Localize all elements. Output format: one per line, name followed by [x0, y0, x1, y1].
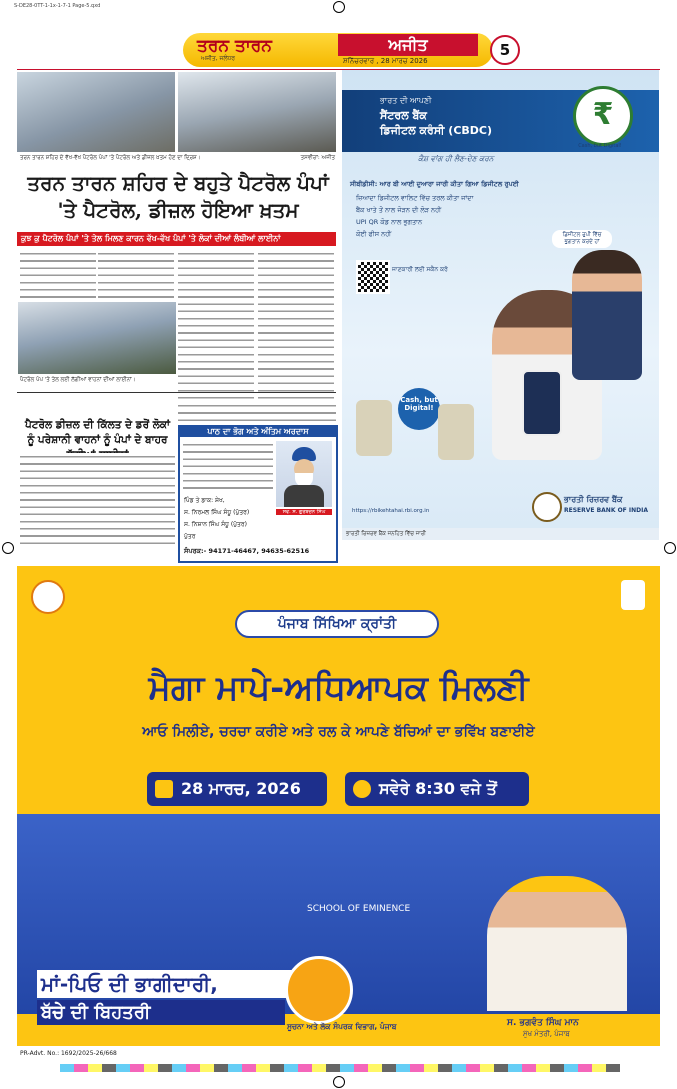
calendar-icon — [155, 780, 173, 798]
guard-figure — [572, 250, 642, 380]
cbdc-bullet: UPI QR ਕੋਡ ਨਾਲ ਭੁਗਤਾਨ — [356, 218, 423, 226]
event-subtitle: ਆਓ ਮਿਲੀਏ, ਚਰਚਾ ਕਰੀਏ ਅਤੇ ਰਲ ਕੇ ਆਪਣੇ ਬੱਚਿਆਂ ਦਾ ਭਵਿੱਖ ਬਣਾਈਏ — [142, 724, 535, 740]
rupee-logo-caption: Cash, but Digital! — [578, 143, 622, 149]
lead-photo-left — [17, 72, 175, 152]
brand-logo: ਅਜੀਤ — [338, 34, 478, 56]
slogan-line-2: ਬੱਚੇ ਦੀ ਬਿਹਤਰੀ — [37, 1000, 285, 1025]
school-sign: SCHOOL OF EMINENCE — [307, 904, 411, 914]
clock-icon — [353, 780, 371, 798]
photo-credit: ਤਸਵੀਰਾਂ: ਅਜੀਤ — [300, 155, 335, 161]
obituary-text — [183, 441, 273, 491]
qr-code — [356, 260, 390, 294]
event-date: 28 ਮਾਰਚ, 2026 — [181, 779, 301, 798]
sikhya-kranti-logo-icon — [31, 580, 65, 614]
cbdc-title-1: ਸੈਂਟਰਲ ਬੈਂਕ — [380, 109, 427, 122]
cbdc-bullet: ਕੋਈ ਫੀਸ ਨਹੀਂ — [356, 230, 392, 238]
rbi-name-pa: ਭਾਰਤੀ ਰਿਜ਼ਰਵ ਬੈਂਕ — [564, 495, 623, 504]
story2-body — [20, 453, 175, 549]
rbi-seal-icon — [532, 492, 562, 522]
issue-date: ਸ਼ਨਿੱਚਰਵਾਰ , 28 ਮਾਰਚ 2026 — [343, 57, 428, 65]
cbdc-tagline: ਕੈਸ਼ ਵਾਂਗ ਹੀ ਲੈਣ-ਦੇਣ ਕਰਨ — [418, 154, 494, 163]
lead-photo-right — [178, 72, 336, 152]
lead-subhead: ਕੁਝ ਕੁ ਪੈਟਰੋਲ ਪੰਪਾਂ 'ਤੇ ਤੇਲ ਮਿਲਣ ਕਾਰਨ ਵੱਖ-ਵੱਖ ਪੰਪਾਂ 'ਤੇ ਲੋਕਾਂ ਦੀਆਂ ਲੰਬੀਆਂ ਲਾਈਨਾਂ — [17, 232, 336, 246]
registration-mark — [333, 1, 345, 13]
lead-body-column — [178, 250, 254, 400]
rupee-logo-icon: ₹ — [573, 86, 633, 146]
lead-headline: ਤਰਨ ਤਾਰਨ ਸ਼ਹਿਰ ਦੇ ਬਹੁਤੇ ਪੈਟਰੋਲ ਪੰਪਾਂ 'ਤੇ ਪੈਟਰੋਲ, ਡੀਜ਼ਲ ਹੋਇਆ ਖ਼ਤਮ — [27, 171, 329, 222]
obituary-portrait — [276, 441, 332, 507]
cm-photo — [487, 876, 627, 1011]
punjab-govt-emblem-icon — [621, 580, 645, 610]
cbdc-title-2: ਡਿਜੀਟਲ ਕਰੰਸੀ (CBDC) — [380, 124, 493, 137]
cbdc-bullet: ਜ਼ਿਆਦਾ ਡਿਜੀਟਲ ਵਾਲਿਟ ਵਿੱਚ ਤਰਲ ਕੀਤਾ ਜਾਂਦਾ — [356, 194, 474, 202]
dept-credit: ਸੂਚਨਾ ਅਤੇ ਲੋਕ ਸੰਪਰਕ ਵਿਭਾਗ, ਪੰਜਾਬ — [287, 1022, 397, 1031]
rbi-url[interactable]: https://rbikehtahai.rbi.org.in — [352, 508, 430, 514]
education-ad — [17, 566, 660, 1046]
ad-number: PR-Advt. No.: 1692/2025-26/668 — [20, 1050, 117, 1057]
event-title: ਮੈਗਾ ਮਾਪੇ-ਅਧਿਆਪਕ ਮਿਲਣੀ — [148, 668, 529, 708]
campaign-badge: ਪੰਜਾਬ ਸਿੱਖਿਆ ਕ੍ਰਾਂਤੀ — [235, 610, 439, 638]
time-box — [345, 772, 529, 806]
obituary-caption: ਸਵ. ਸ. ਗੁਰਬਚਨ ਸਿੰਘ — [276, 509, 332, 515]
masthead-sub: ਅਜੀਤ, ਜਲੰਧਰ — [201, 55, 236, 62]
story2-headline: ਪੈਟਰੋਲ ਡੀਜ਼ਲ ਦੀ ਕਿੱਲਤ ਦੇ ਡਰੋਂ ਲੋਕਾਂ ਨੂੰ ਪਰੇਸ਼ਾਨੀ ਵਾਹਨਾਂ ਨੂੰ ਪੰਪਾਂ ਦੇ ਬਾਹਰ — [25, 419, 170, 446]
obituary-line: ਪੁੱਤਰ — [184, 533, 196, 540]
speech-bubble: ਡਿਜੀਟਲ ਰੁਪੀ ਵਿੱਚ ਭੁਗਤਾਨ ਕਰਦੇ ਹਾਂ — [552, 230, 612, 248]
rbi-cbdc-ad — [342, 70, 659, 540]
cash-character-right — [438, 404, 474, 460]
phone-icon — [522, 370, 562, 436]
story2-body — [178, 402, 336, 424]
family-logo-icon — [285, 956, 353, 1024]
masthead-title: ਤਰਨ ਤਾਰਨ — [197, 36, 272, 56]
slogan-line-1: ਮਾਂ-ਪਿਓ ਦੀ ਭਾਗੀਦਾਰੀ, — [37, 970, 315, 998]
obituary-contact: ਸੰਪਰਕ:- 94171-46467, 94635-62516 — [184, 547, 310, 555]
photo-caption: ਪੈਟਰੋਲ ਪੰਪ 'ਤੇ ਤੇਲ ਲਈ ਲੱਗੀਆਂ ਵਾਹਨਾਂ ਦੀਆਂ ਲਾਈਨਾਂ। — [20, 377, 136, 383]
cbdc-lead-text: ਸੀਬੀਡੀਸੀ: ਆਰ ਬੀ ਆਈ ਦੁਆਰਾ ਜਾਰੀ ਕੀਤਾ ਗਿਆ ਡਿਜੀਟਲ ਰੁਪਈ — [350, 180, 519, 188]
date-box — [147, 772, 327, 806]
cm-name: ਸ. ਭਗਵੰਤ ਸਿੰਘ ਮਾਨ — [507, 1018, 579, 1028]
rbi-footer: ਭਾਰਤੀ ਰਿਜ਼ਰਵ ਬੈਂਕ ਜਨਹਿਤ ਵਿੱਚ ਜਾਰੀ — [342, 528, 659, 540]
obituary-line: ਪਿੰਡ ਤੇ ਡਾਕ: ਸ਼ੇਖ, — [184, 497, 225, 504]
cbdc-intro: ਭਾਰਤ ਦੀ ਆਪਣੀ — [380, 96, 432, 105]
registration-mark — [2, 542, 14, 554]
digital-badge: Cash, but Digital! — [398, 388, 440, 430]
registration-mark — [664, 542, 676, 554]
petrol-pump-photo — [18, 302, 176, 374]
obituary-line: ਸ. ਨਿਸ਼ਾਨ ਸਿੰਘ ਸੰਧੂ (ਪੁੱਤਰ) — [184, 521, 247, 528]
lead-body-column — [98, 250, 174, 300]
color-bar — [60, 1064, 620, 1072]
lead-body-column — [20, 250, 96, 300]
registration-mark — [333, 1076, 345, 1088]
faq-label: ਜਾਣਕਾਰੀ ਲਈ ਸਕੈਨ ਕਰੋ — [392, 266, 448, 273]
event-time: ਸਵੇਰੇ 8:30 ਵਜੇ ਤੋਂ — [379, 779, 497, 798]
obituary-box — [178, 425, 338, 563]
print-slug: S-DE28-0TT-1-1x-1-7-1 Page-5.qxd — [14, 3, 101, 9]
cm-title: ਮੁੱਖ ਮੰਤਰੀ, ਪੰਜਾਬ — [523, 1030, 570, 1038]
lead-body-column — [258, 250, 334, 400]
page-number: 5 — [490, 35, 520, 65]
masthead — [183, 33, 493, 67]
photo-caption: ਤਰਨ ਤਾਰਨ ਸ਼ਹਿਰ ਦੇ ਵੱਖ-ਵੱਖ ਪੈਟਰੋਲ ਪੰਪਾਂ 'ਤੇ ਪੈਟਰੋਲ ਅਤੇ ਡੀਜ਼ਲ ਖ਼ਤਮ ਹੋਣ ਦਾ ਦ੍ਰਿਸ਼। — [20, 155, 201, 161]
cbdc-bullet: ਬੈਂਕ ਖਾਤੇ ਤੋਂ ਨਾਲ ਜੋੜਨ ਦੀ ਲੋੜ ਨਹੀਂ — [356, 206, 442, 214]
column-rule — [17, 392, 336, 393]
obituary-heading: ਪਾਠ ਦਾ ਭੋਗ ਅਤੇ ਅੰਤਿਮ ਅਰਦਾਸ — [180, 427, 336, 437]
rbi-name-en: RESERVE BANK OF INDIA — [564, 507, 648, 514]
cash-character-left — [356, 400, 392, 456]
obituary-line: ਸ. ਨਿਰਮਲ ਸਿੰਘ ਸੰਧੂ (ਪੁੱਤਰ) — [184, 509, 250, 516]
